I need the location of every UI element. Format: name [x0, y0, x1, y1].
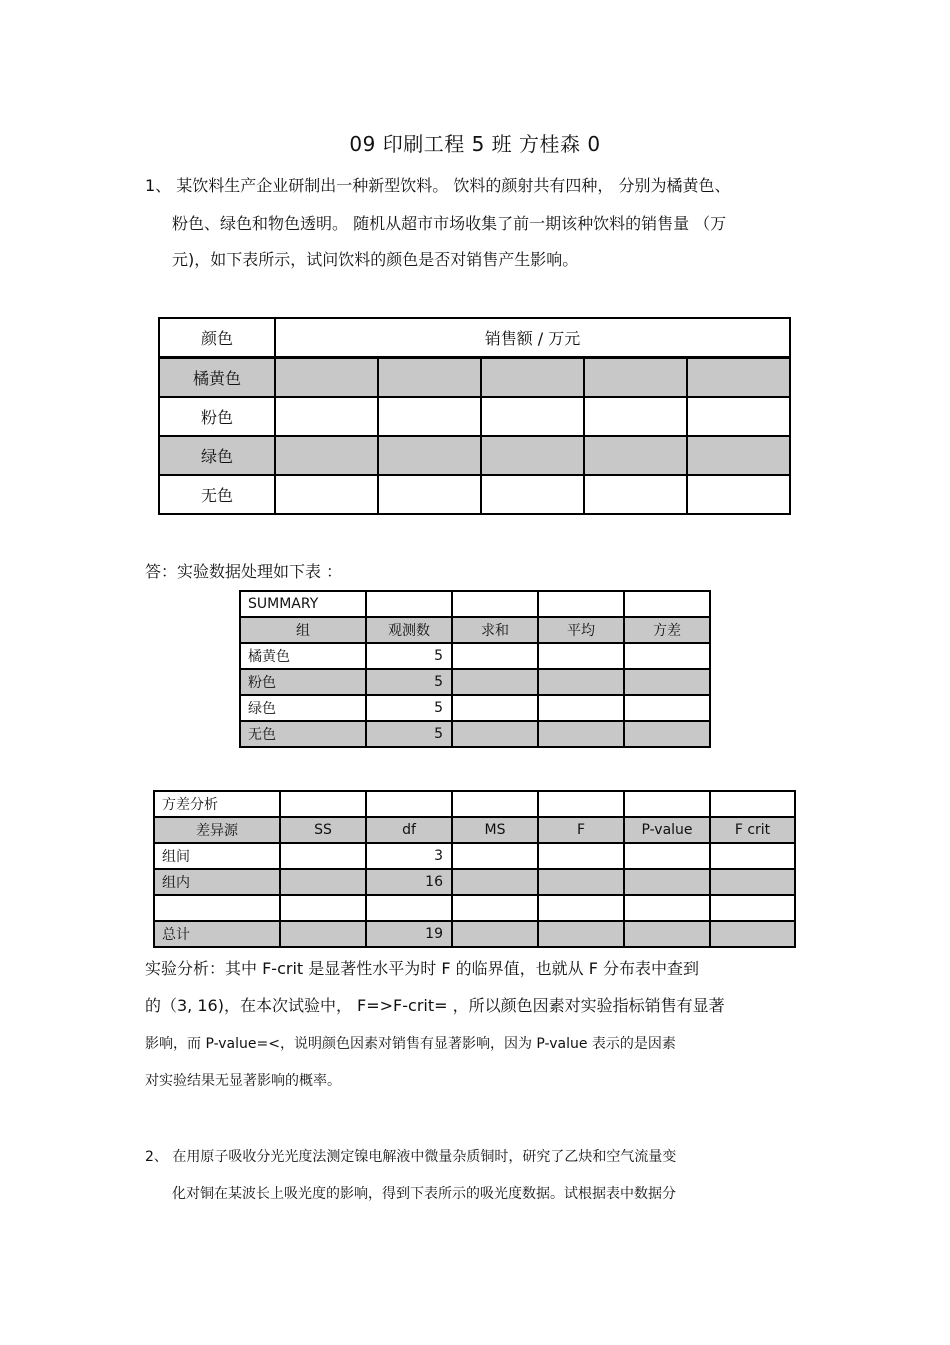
- table-row: [154, 921, 795, 947]
- table-row: [159, 397, 790, 436]
- q1-line3: 元)，如下表所示，试问饮料的颜色是否对销售产生影响。: [172, 250, 579, 269]
- df-cell: 16: [366, 869, 452, 895]
- source-cell: 总计: [154, 921, 280, 947]
- header-color: 颜色: [159, 318, 275, 358]
- table-row: [154, 869, 795, 895]
- table-row: [159, 475, 790, 514]
- column-header: P-value: [624, 817, 710, 843]
- page-title: 09 印刷工程 5 班 方桂森 0: [349, 132, 601, 156]
- table-row: [240, 721, 710, 747]
- row-label: 无色: [159, 475, 275, 514]
- table-row: [154, 843, 795, 869]
- source-cell: 组内: [154, 869, 280, 895]
- source-cell: 组间: [154, 843, 280, 869]
- table-row: [240, 695, 710, 721]
- row-label: 粉色: [159, 397, 275, 436]
- header-sales: 销售额 / 万元: [275, 318, 790, 358]
- count-cell: 5: [366, 695, 452, 721]
- q2-line1: 2、 在用原子吸收分光光度法测定镍电解液中微量杂质铜时，研究了乙炔和空气流量变: [145, 1149, 677, 1165]
- column-header: 观测数: [366, 617, 452, 643]
- summary-table: [239, 590, 711, 748]
- anova-table: [153, 790, 796, 948]
- table-row: [154, 895, 795, 921]
- group-cell: 粉色: [240, 669, 366, 695]
- count-cell: 5: [366, 643, 452, 669]
- row-label: 绿色: [159, 436, 275, 475]
- column-header: F: [538, 817, 624, 843]
- group-cell: 绿色: [240, 695, 366, 721]
- table-row: [159, 436, 790, 475]
- column-header: 组: [240, 617, 366, 643]
- column-header: df: [366, 817, 452, 843]
- row-label: 橘黄色: [159, 358, 275, 398]
- count-cell: 5: [366, 669, 452, 695]
- column-header: 求和: [452, 617, 538, 643]
- summary-title: SUMMARY: [240, 591, 366, 617]
- table-row: [240, 643, 710, 669]
- table-row: [159, 358, 790, 398]
- group-cell: 无色: [240, 721, 366, 747]
- df-cell: 3: [366, 843, 452, 869]
- analysis-line1: 实验分析：其中 F-crit 是显著性水平为时 F 的临界值，也就从 F 分布表中查到: [145, 959, 699, 978]
- analysis-line3: 影响，而 P-value=<，说明颜色因素对销售有显著影响，因为 P-value 表示的是因素: [145, 1036, 676, 1052]
- analysis-line4: 对实验结果无显著影响的概率。: [145, 1073, 341, 1089]
- sales-table: [158, 317, 791, 515]
- table-row: [240, 669, 710, 695]
- analysis-line2: 的（3, 16)，在本次试验中， F=>F-crit= ，所以颜色因素对实验指标销售有显著: [145, 996, 725, 1015]
- column-header: F crit: [710, 817, 795, 843]
- column-header: SS: [280, 817, 366, 843]
- q2-line2: 化对铜在某波长上吸光度的影响，得到下表所示的吸光度数据。试根据表中数据分: [172, 1186, 676, 1202]
- source-cell: [154, 895, 280, 921]
- df-cell: 19: [366, 921, 452, 947]
- count-cell: 5: [366, 721, 452, 747]
- anova-title: 方差分析: [154, 791, 280, 817]
- anova-header-row: [154, 817, 795, 843]
- summary-header-row: [240, 617, 710, 643]
- column-header: 方差: [624, 617, 710, 643]
- column-header: 平均: [538, 617, 624, 643]
- group-cell: 橘黄色: [240, 643, 366, 669]
- q1-line2: 粉色、绿色和物色透明。 随机从超市市场收集了前一期该种饮料的销售量 （万: [172, 214, 727, 233]
- q1-line1: 1、 某饮料生产企业研制出一种新型饮料。 饮料的颜射共有四种， 分别为橘黄色、: [145, 176, 731, 195]
- column-header: 差异源: [154, 817, 280, 843]
- answer-label: 答：实验数据处理如下表 ：: [145, 562, 343, 581]
- df-cell: [366, 895, 452, 921]
- column-header: MS: [452, 817, 538, 843]
